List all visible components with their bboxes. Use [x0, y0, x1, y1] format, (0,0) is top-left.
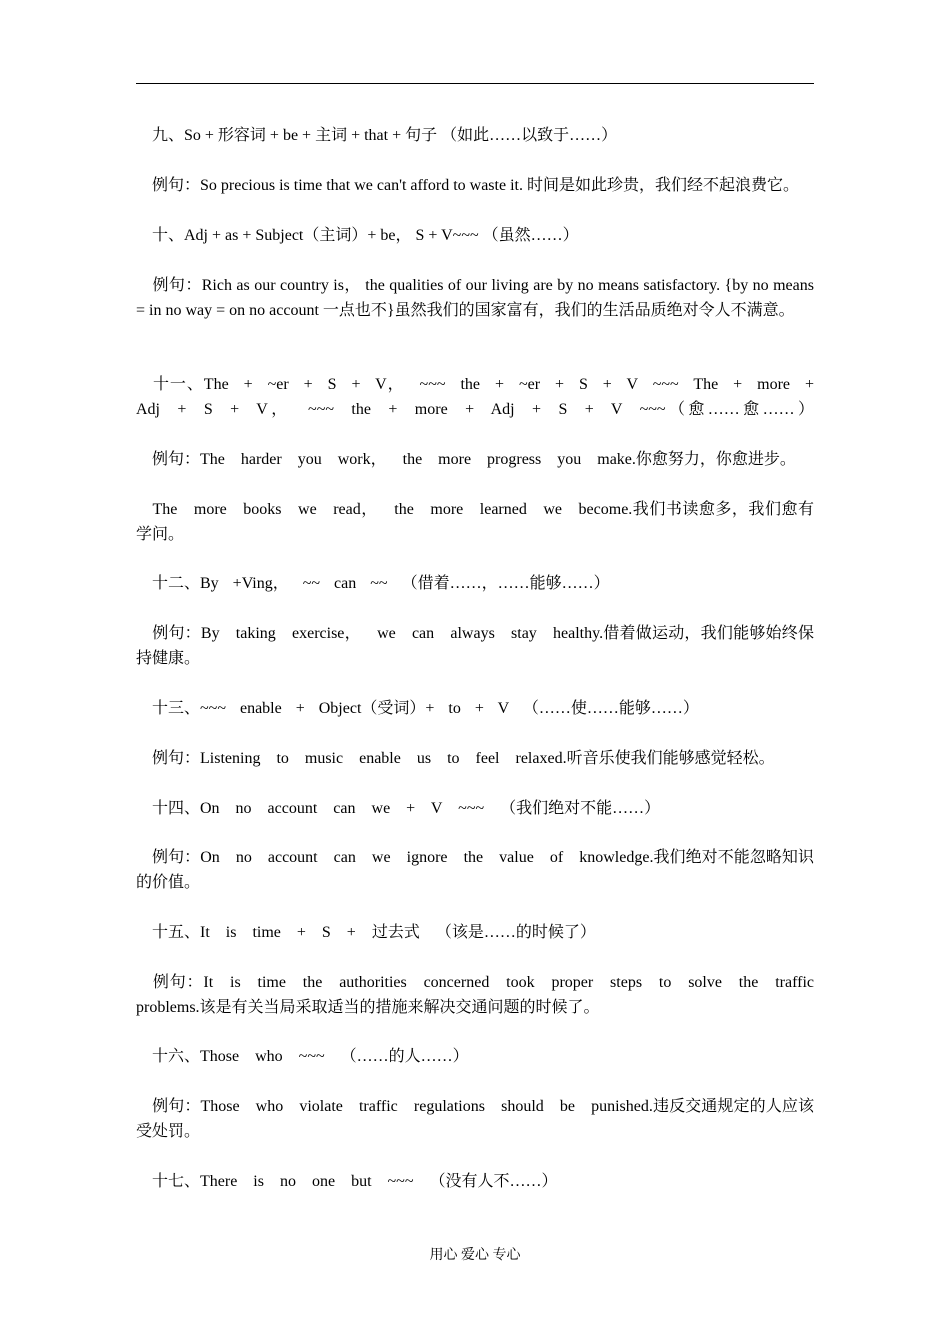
example-11a: 例句：The harder you work， the more progress you make.你愈努力，你愈进步。 [136, 451, 796, 468]
example-11b: The more books we read， the more learned we become.我们书读愈多，我们愈有学问。 [136, 501, 814, 543]
example-13: 例句：Listening to music enable us to feel relaxed.听音乐使我们能够感觉轻松。 [136, 750, 775, 767]
pattern-16: 十六、Those who ~~~ （……的人……） [136, 1048, 469, 1065]
pattern-14: 十四、On no account can we + V ~~~ （我们绝对不能……） [136, 800, 661, 817]
pattern-17: 十七、There is no one but ~~~ （没有人不……） [136, 1173, 558, 1190]
page-footer: 用心 爱心 专心 [429, 1248, 521, 1263]
example-16: 例句：Those who violate traffic regulations should be punished.违反交通规定的人应该受处罚。 [136, 1098, 814, 1140]
pattern-12: 十二、By +Ving， ~~ can ~~ （借着……，……能够……） [136, 575, 610, 592]
pattern-10: 十、Adj + as + Subject（主词）+ be， S + V~~~ （虽然……） [136, 227, 579, 244]
example-9: 例句：So precious is time that we can't afford to waste it. 时间是如此珍贵，我们经不起浪费它。 [136, 177, 799, 194]
example-15: 例句：It is time the authorities concerned took proper steps to solve the traffic problems.该是有关当局采取适当的措施来解决交通问题的时候了。 [136, 974, 814, 1016]
pattern-11: 十一、The + ~er + S + V， ~~~ the + ~er + S + V ~~~ The + more + Adj + S + V， ~~~ the + more + Adj + S + V ~~~（愈……愈……） [136, 376, 814, 418]
header-rule [136, 83, 814, 84]
pattern-15: 十五、It is time + S + 过去式 （该是……的时候了） [136, 924, 596, 941]
pattern-9: 九、So + 形容词 + be + 主词 + that + 句子 （如此……以致于……） [136, 127, 618, 144]
pattern-13: 十三、~~~ enable + Object（受词）+ to + V （……使……能够……） [136, 700, 699, 717]
example-14: 例句：On no account can we ignore the value of knowledge.我们绝对不能忽略知识的价值。 [136, 849, 814, 891]
example-10: 例句：Rich as our country is， the qualities of our living are by no means satisfactory. {by no means = in no way = on no account 一点也不}虽然我们的国家富有，我们的生活品质绝对令人不满意。 [136, 277, 814, 319]
example-12: 例句：By taking exercise， we can always stay healthy.借着做运动，我们能够始终保持健康。 [136, 625, 814, 667]
